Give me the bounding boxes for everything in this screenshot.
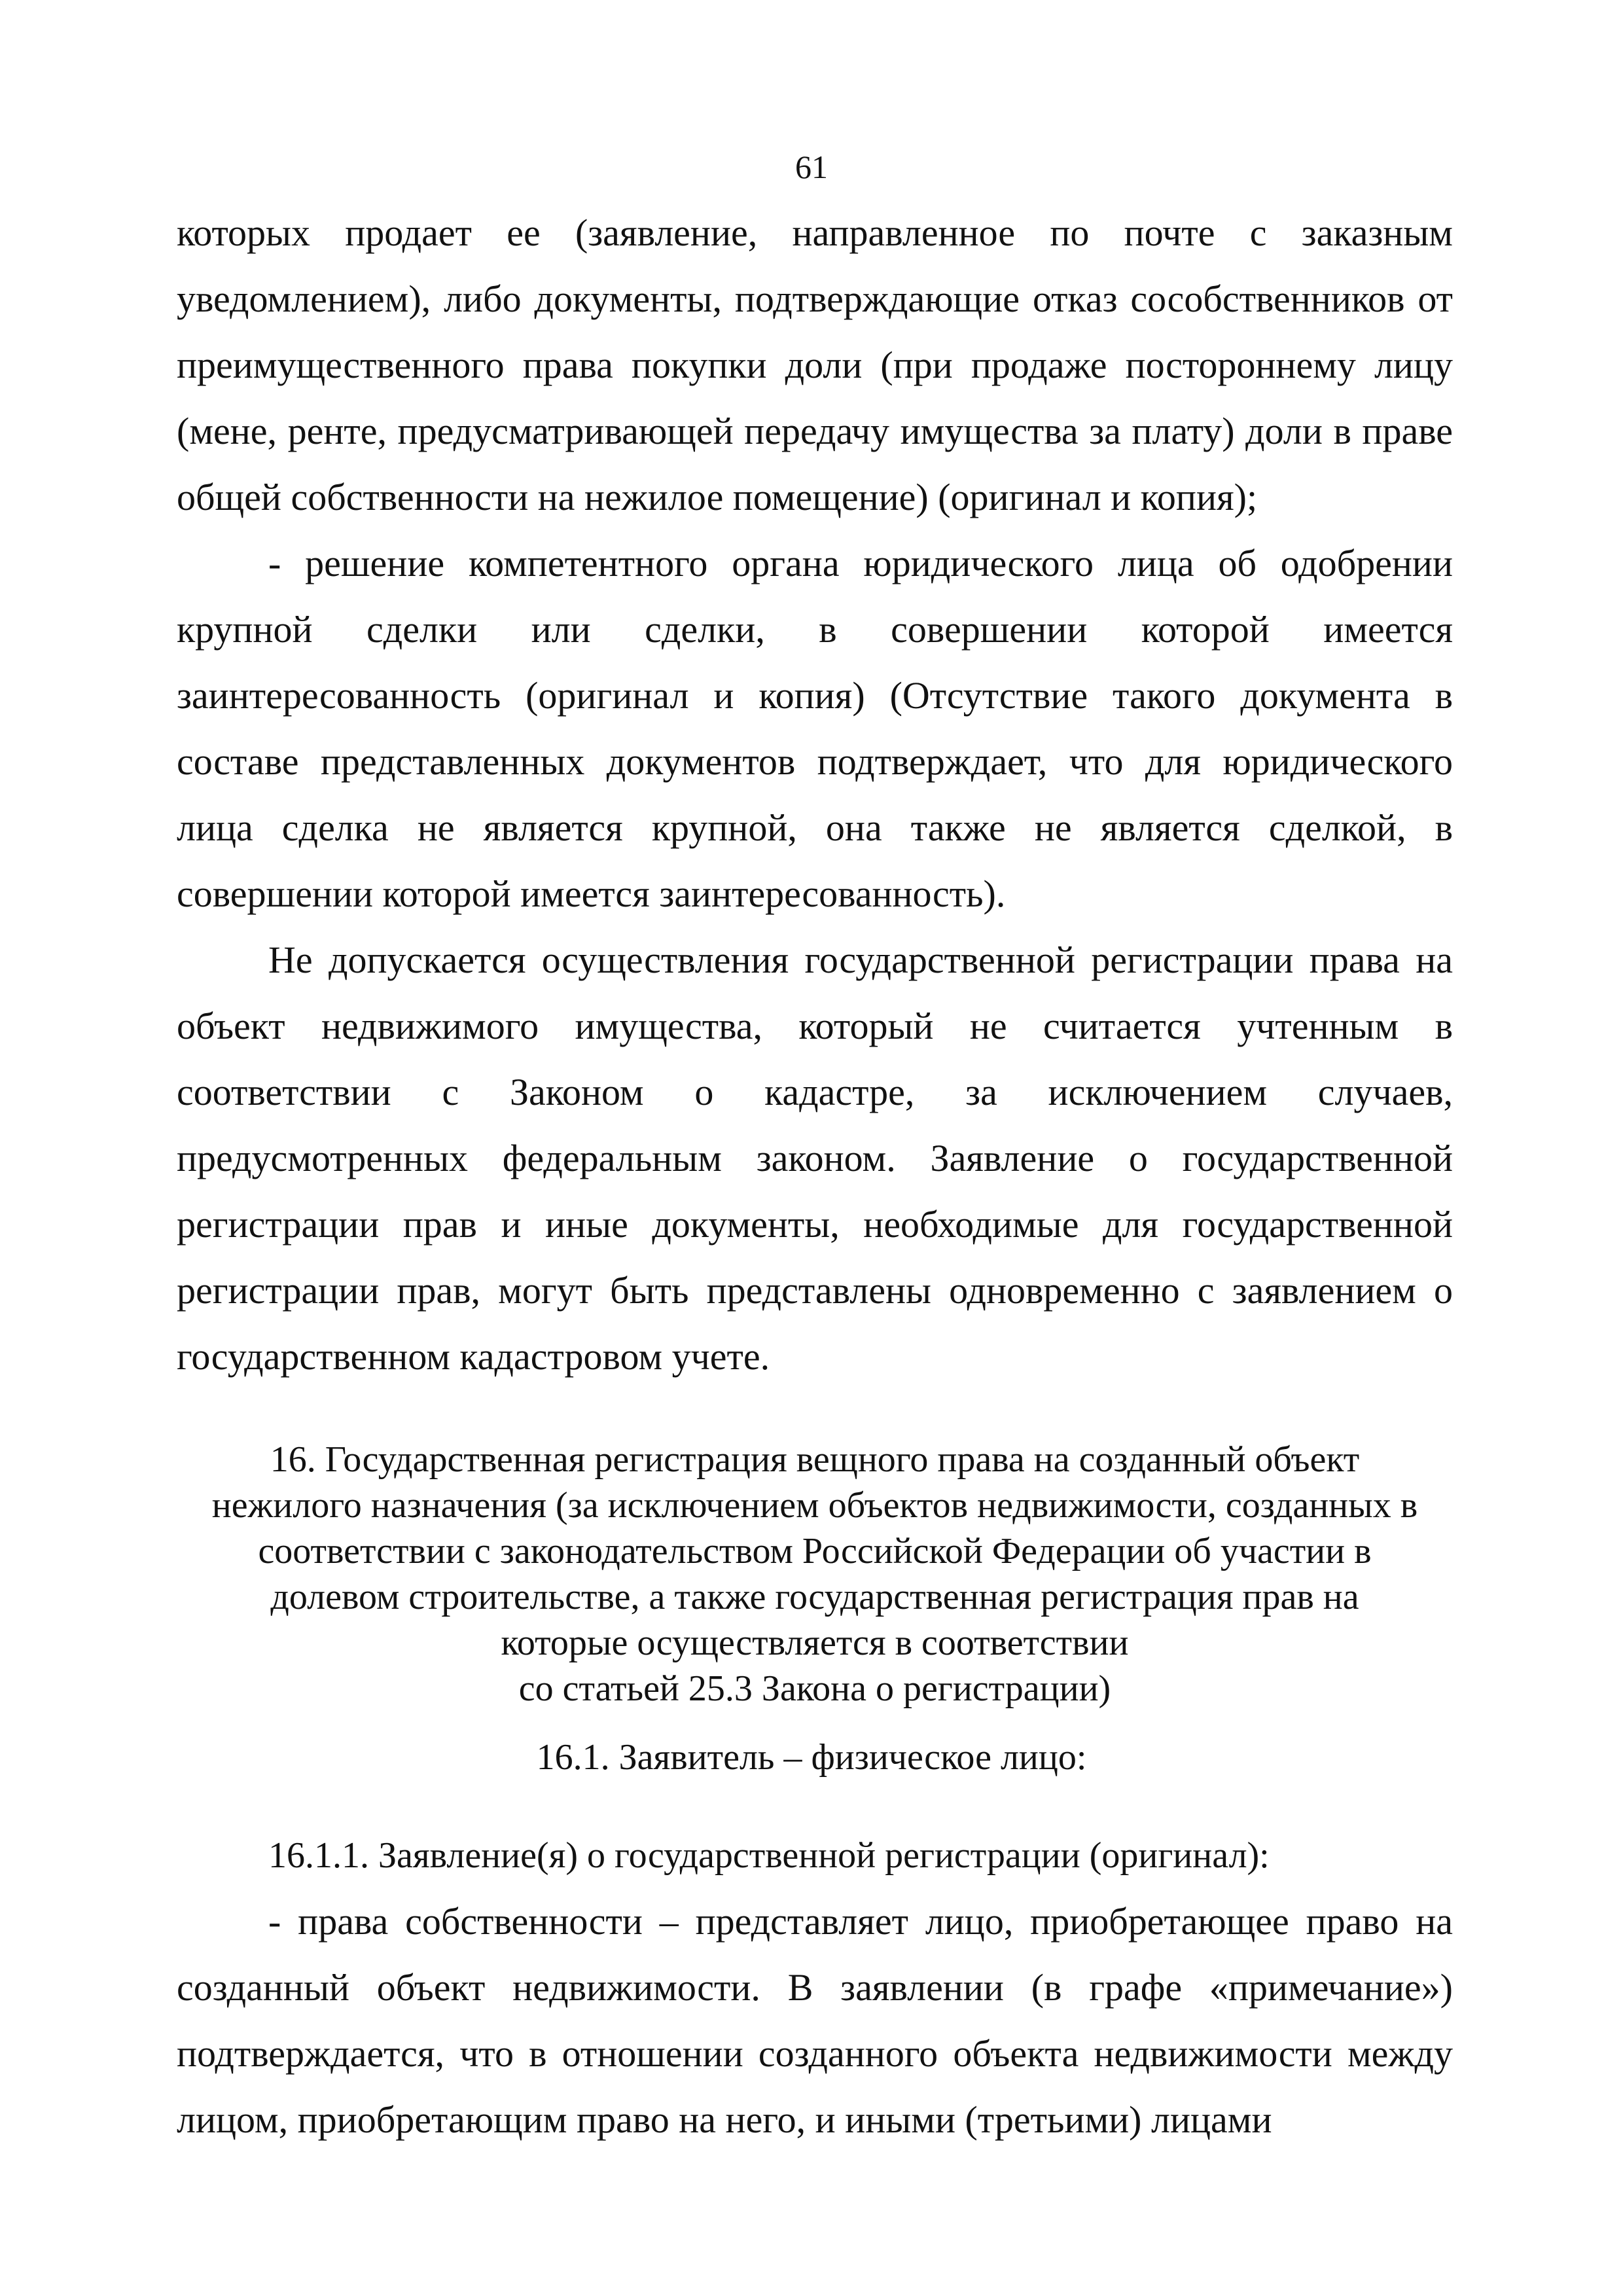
heading-line: нежилого назначения (за исключением объектов недвижимости, созданных в <box>211 1485 1418 1526</box>
heading-line: которые осуществляется в соответствии <box>501 1623 1129 1663</box>
heading-line: долевом строительстве, а также государственная регистрация прав на <box>270 1577 1359 1617</box>
heading-line: со статьей 25.3 Закона о регистрации) <box>518 1668 1111 1709</box>
heading-line: 16. Государственная регистрация вещного права на созданный объект <box>270 1439 1360 1480</box>
paragraph-ownership-sale: которых продает ее (заявление, направленное по почте с заказным уведомлением), либо документы, подтверждающие отказ сособственников от преимущественного права покупки доли (при продаже постороннему лицу (мене, ренте, предусматривающей передачу имущества за плату) доли в праве общей собственности на нежилое помещение) (оригинал и копия); <box>177 211 1453 518</box>
heading-line: соответствии с законодательством Российской Федерации об участии в <box>258 1531 1372 1571</box>
paragraph-ownership-right: - права собственности – представляет лицо, приобретающее право на созданный объект недвижимости. В заявлении (в графе «примечание») подтверждается, что в отношении созданного объекта недвижимости между лицом, приобретающим право на него, и иными (третьими) лицами <box>177 1900 1453 2141</box>
section-16-heading <box>151 1437 1479 1712</box>
paragraph-registration-restriction: Не допускается осуществления государственной регистрации права на объект недвижимого имущества, который не считается учтенным в соответствии с Законом о кадастре, за исключением случаев, предусмотренных федеральным законом. Заявление о государственной регистрации прав и иные документы, необходимые для государственной регистрации прав, могут быть представлены одновременно с заявлением о государственном кадастровом учете. <box>177 939 1453 1378</box>
paragraph-decision-major-transaction: - решение компетентного органа юридического лица об одобрении крупной сделки или сделки, в совершении которой имеется заинтересованность (оригинал и копия) (Отсутствие такого документа в составе представленных документов подтверждает, что для юридического лица сделка не является крупной, она также не является сделкой, в совершении которой имеется заинтересованность). <box>177 542 1453 915</box>
subsection-16-1-heading: 16.1. Заявитель – физическое лицо: <box>536 1737 1087 1778</box>
document-body-bottom <box>177 1829 1453 2153</box>
page-number: 61 <box>795 149 828 185</box>
subsection-16-1-1-heading: 16.1.1. Заявление(я) о государственной регистрации (оригинал): <box>268 1835 1270 1876</box>
document-body-top <box>177 200 1453 1390</box>
